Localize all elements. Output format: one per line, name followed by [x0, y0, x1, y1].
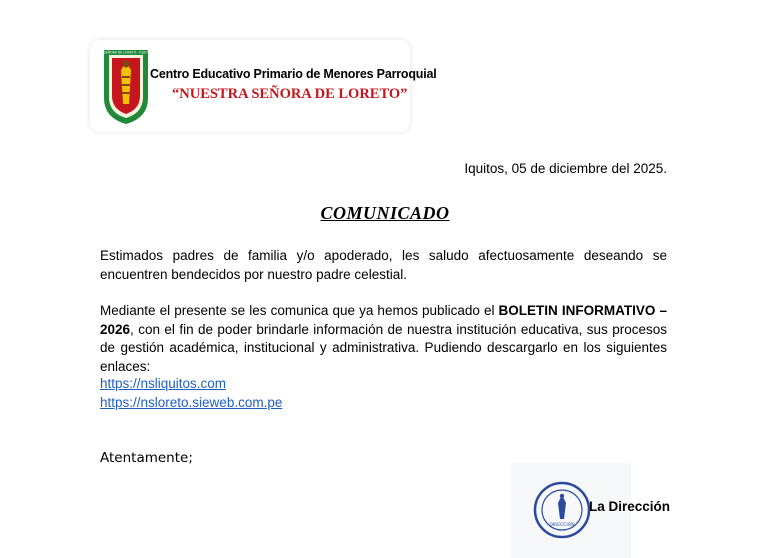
link-nsliquitos[interactable]: https://nsliquitos.com — [100, 376, 227, 391]
announcement-text-end: , con el fin de poder brindarle información de nuestra institución educativa, sus procesos de gestión académica, institucional y administrativa. Pudiendo descargarlo en los siguientes enlaces: — [100, 321, 667, 374]
school-header — [87, 40, 437, 132]
letter-title: COMUNICADO — [320, 203, 450, 223]
bulletin-name: BOLETIN INFORMATIVO – 2026 — [100, 303, 667, 337]
school-motto: “NUESTRA SEÑORA DE LORETO” — [172, 86, 408, 102]
crest-caption: NUESTRA SEÑORA DE LORETO - IQUITOS - PERU — [87, 50, 165, 55]
link-nsloreto-sieweb[interactable]: https://nsloreto.sieweb.com.pe — [100, 394, 283, 410]
announcement-paragraph — [100, 302, 667, 376]
closing-salutation: Atentamente; — [100, 450, 193, 466]
announcement-text-start: Mediante el presente se les comunica que ya hemos publicado el — [100, 303, 499, 318]
school-crest-icon — [87, 46, 165, 126]
direction-seal-icon — [533, 481, 591, 539]
download-links — [100, 375, 282, 412]
seal-caption: DIRECCIÓN — [549, 523, 575, 528]
school-name: Centro Educativo Primario de Menores Parroquial — [150, 67, 437, 81]
letter-date: Iquitos, 05 de diciembre del 2025. — [464, 161, 667, 176]
greeting-paragraph: Estimados padres de familia y/o apoderado, les saludo afectuosamente deseando se encuentren bendecidos por nuestro padre celestial. — [100, 248, 667, 282]
signature: La Dirección — [589, 499, 671, 514]
